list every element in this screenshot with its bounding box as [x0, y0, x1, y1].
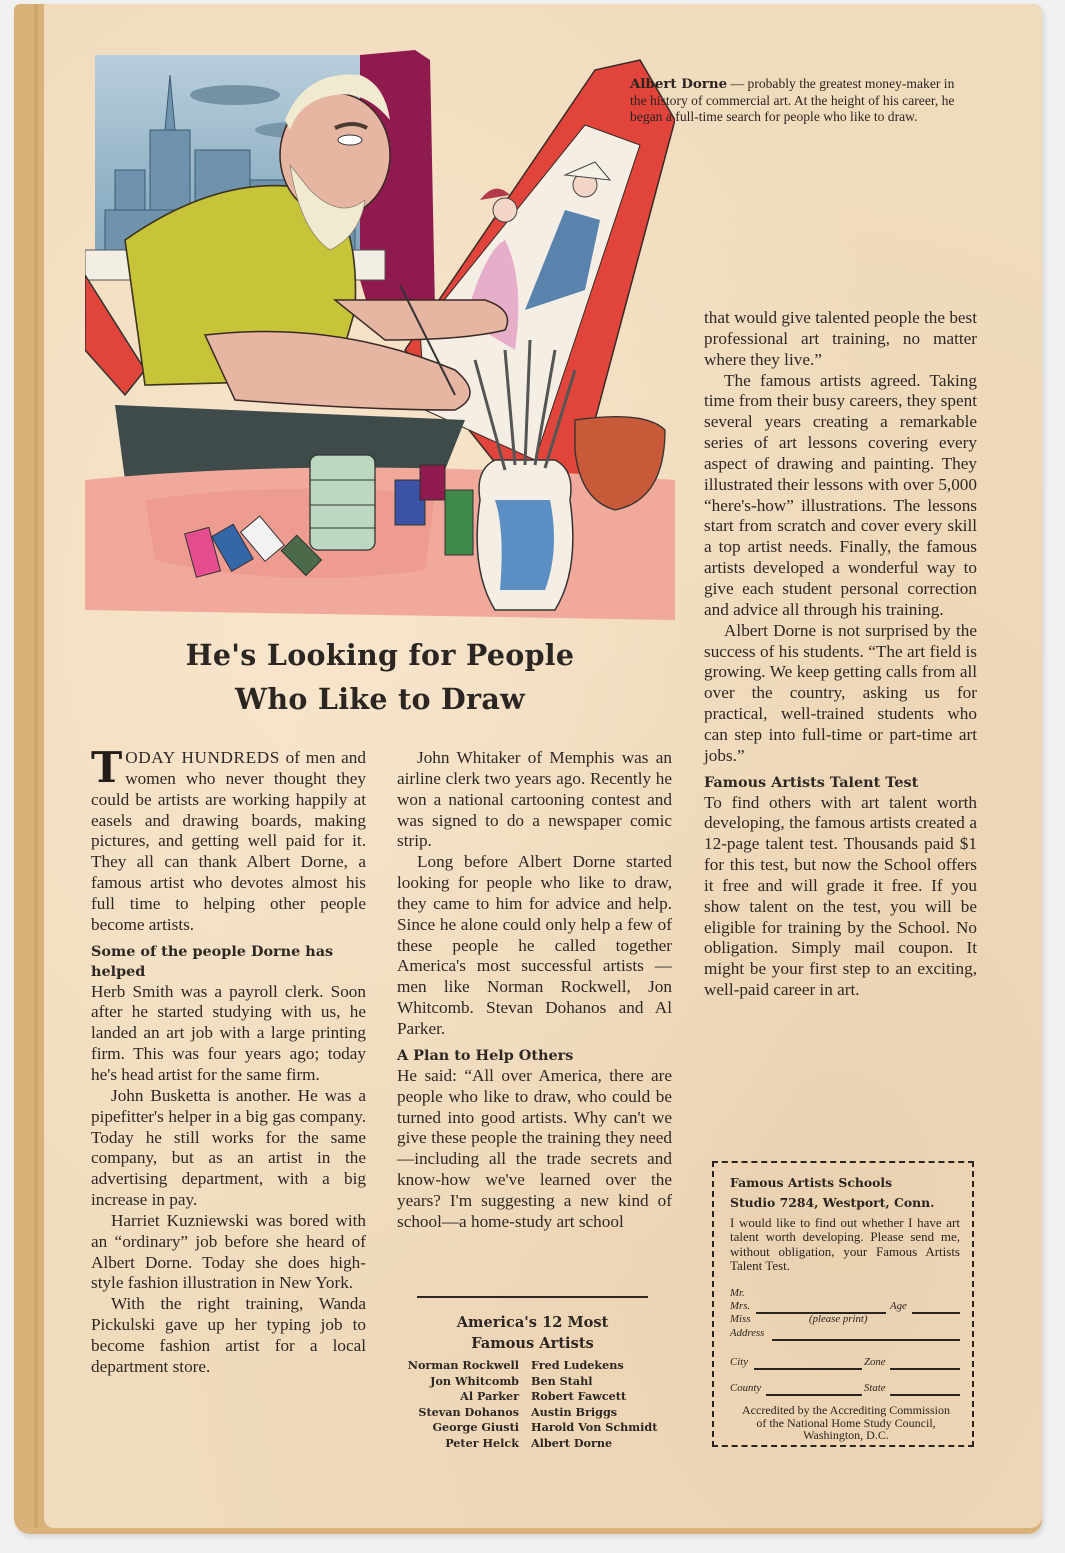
artist-name: Peter Helck [445, 1435, 519, 1450]
state-field-line[interactable] [890, 1394, 960, 1396]
age-field-line[interactable] [912, 1312, 960, 1314]
artist-name: Al Parker [460, 1389, 519, 1404]
city-field-line[interactable] [754, 1368, 862, 1370]
miss-label: Miss [730, 1313, 751, 1325]
state-label: State [864, 1382, 886, 1394]
address-field-line[interactable] [772, 1339, 960, 1341]
artist-name: Jon Whitcomb [430, 1373, 519, 1388]
artist-name: Robert Fawcett [531, 1389, 627, 1404]
paragraph: With the right training, Wanda Pickulski gave up her typing job to become fashion artist for a local department store. [91, 1294, 366, 1376]
albert-dorne-illustration [85, 50, 675, 620]
caption-text: — probably the greatest money-maker in the history of commercial art. At the height of his career, he began a full-time search for people who like to draw. [630, 76, 955, 125]
county-field-line[interactable] [766, 1394, 862, 1396]
paragraph: that would give talented people the best professional art training, no matter where they live.” [704, 308, 978, 369]
artist-name: George Giusti [432, 1420, 519, 1435]
famous-artists-title [400, 1313, 665, 1354]
paragraph: The famous artists agreed. Taking time from their busy careers, they spent several years creating a remarkable series of art lessons covering every aspect of drawing and painting. They illustrated their lessons with over 5,000 “here's-how” illustrations. The lessons start from scratch and cover every skill a top artist needs. Finally, the famous artists developed a wonderful way to give each student personal correction and advice all through his training. [704, 370, 977, 619]
page-spine-edge [34, 4, 38, 1528]
coupon-header [730, 1173, 970, 1213]
paragraph: He said: “All over America, there are people who like to draw, who could be turned into good artists. Why can't we give these people the training they need—including all the trade secrets and know-how we've learned over the years? I'm suggesting a new kind of school—a home-study art school [397, 1065, 672, 1231]
headline-line-1: He's Looking for People [185, 638, 575, 672]
coupon-request-text: I would like to find out whether I have art talent worth developing. Please send me, without obligation, your Famous Artists Talent Test. [730, 1215, 960, 1274]
famous-artists-list [390, 1358, 680, 1452]
paragraph: Harriet Kuzniewski was bored with an “ordinary” job before she heard of Albert Dorne. Today she does high-style fashion illustration in New York. [91, 1210, 366, 1293]
mrs-label: Mrs. [730, 1300, 751, 1312]
headline [100, 633, 660, 721]
coupon-school-name: Famous Artists Schools [730, 1175, 893, 1190]
coupon-address: Studio 7284, Westport, Conn. [730, 1195, 935, 1210]
zone-field-line[interactable] [890, 1368, 960, 1370]
subhead-people-helped: Some of the people Dorne has helped [91, 942, 334, 980]
address-label: Address [730, 1327, 765, 1339]
intro-paragraph [91, 743, 366, 936]
artist-name: Stevan Dohanos [418, 1404, 519, 1419]
paragraph: John Busketta is another. He was a pipefitter's helper in a big gas company. Today he still works for the same company, but as an artist in the advertising department, with a big increase in pay. [91, 1085, 366, 1210]
paragraph: John Whitaker of Memphis was an airline clerk two years ago. Recently he won a national cartooning contest and was signed to do a newspaper comic strip. [397, 748, 672, 851]
famous-artists-title-line-1: America's 12 Most [456, 1314, 609, 1331]
divider-rule [417, 1296, 648, 1298]
please-print-note: (please print) [809, 1313, 868, 1325]
mr-label: Mr. [730, 1287, 745, 1299]
intro-lead: ODAY HUNDREDS [125, 748, 280, 767]
headline-line-2: Who Like to Draw [235, 682, 525, 716]
paragraph: Herb Smith was a payroll clerk. Soon after he started studying with us, he landed an art job with a large printing firm. This was four years ago; today he's head artist for the same firm. [91, 981, 366, 1084]
artist-row [390, 1374, 680, 1390]
intro-text: of men and women who never thought they could be artists are working happily at easels and drawing boards, making pictures, and getting well paid for it. They all can thank Albert Dorne, a famous artist who devotes almost his full time to helping other people become artists. [91, 748, 366, 934]
caption-name: Albert Dorne [630, 76, 728, 92]
zone-label: Zone [864, 1356, 886, 1368]
famous-artists-title-line-2: Famous Artists [471, 1334, 594, 1352]
artist-name: Harold Von Schmidt [531, 1420, 658, 1435]
article-column-1 [91, 743, 366, 1378]
county-label: County [730, 1382, 762, 1394]
artist-row [390, 1420, 680, 1436]
artist-row [390, 1358, 680, 1374]
accreditation-note: Accredited by the Accrediting Commission of the National Home Study Council, Washington, D.C. [742, 1403, 950, 1443]
artist-row [390, 1389, 680, 1405]
artist-row [390, 1436, 680, 1452]
article-column-2 [397, 748, 672, 1233]
paragraph: To find others with art talent worth developing, the famous artists created a 12-page talent test. Thousands paid $1 for this test, but now the School offers it free and will grade it free. If you show talent on the test, you will be eligible for training by the School. No obligation. Simply mail coupon. It might be your first step to an exciting, well-paid career in art. [704, 792, 977, 1000]
artist-name: Fred Ludekens [531, 1358, 624, 1372]
mail-in-coupon[interactable] [712, 1161, 974, 1447]
artist-name: Austin Briggs [531, 1404, 618, 1419]
artist-name: Albert Dorne [531, 1435, 613, 1450]
city-label: City [730, 1356, 748, 1368]
subhead-talent-test: Famous Artists Talent Test [704, 773, 919, 791]
artist-name: Norman Rockwell [407, 1358, 519, 1372]
artist-name: Ben Stahl [531, 1373, 593, 1388]
subhead-plan: A Plan to Help Others [397, 1046, 574, 1064]
drop-cap: T [91, 743, 123, 792]
artist-row [390, 1405, 680, 1421]
paragraph: Albert Dorne is not surprised by the success of his students. “The art field is growing. We keep getting calls from all over the country, asking us for practical, well-trained students who can step into full-time or part-time art jobs.” [704, 620, 977, 765]
illustration-caption [630, 76, 960, 126]
age-label: Age [890, 1300, 907, 1312]
article-column-3 [704, 308, 977, 1001]
paragraph: Long before Albert Dorne started looking for people who like to draw, they came to him for advice and help. Since he alone could only help a few of these people he called together America's most successful artists —men like Norman Rockwell, Jon Whitcomb. Stevan Dohanos and Al Parker. [397, 852, 672, 1038]
